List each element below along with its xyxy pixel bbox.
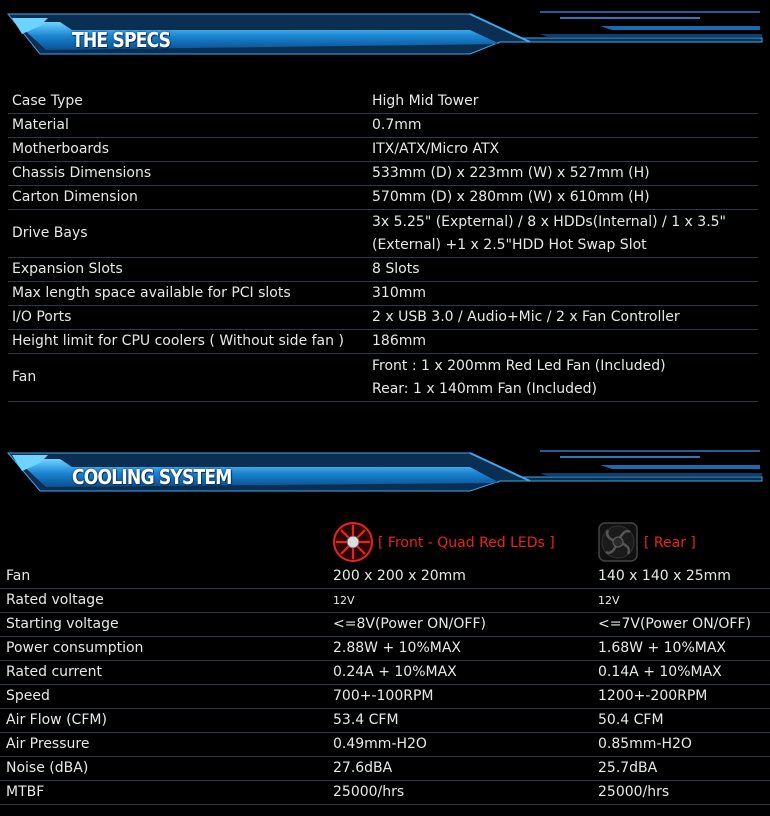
spec-value	[368, 186, 758, 210]
spec-value	[368, 258, 758, 282]
front-fan-value: 700+-100RPM	[327, 685, 592, 709]
spec-row	[8, 90, 758, 114]
cooling-row	[0, 565, 770, 589]
spec-row	[8, 354, 758, 402]
rear-fan-value: 1.68W + 10%MAX	[592, 637, 770, 661]
spec-row	[8, 258, 758, 282]
cooling-title: COOLING SYSTEM	[72, 465, 232, 489]
front-fan-label: [ Front - Quad Red LEDs ]	[378, 535, 555, 551]
spec-value-line: Front : 1 x 200mm Red Led Fan (Included)	[372, 357, 666, 374]
spec-label: Drive Bays	[8, 210, 368, 258]
spec-value	[368, 330, 758, 354]
spec-value	[368, 306, 758, 330]
specs-table	[8, 90, 758, 402]
front-fan-value: 53.4 CFM	[327, 709, 592, 733]
spec-value-line: 186mm	[372, 333, 426, 349]
cooling-label: Noise (dBA)	[0, 757, 327, 781]
cooling-row	[0, 613, 770, 637]
spec-value-line: 310mm	[372, 285, 426, 301]
spec-value-line: 3x 5.25" (Expternal) / 8 x HDDs(Internal) / 1 x 3.5"	[372, 213, 726, 230]
front-fan-value: 200 x 200 x 20mm	[327, 565, 592, 589]
spec-value	[368, 90, 758, 114]
spec-value-line: 570mm (D) x 280mm (W) x 610mm (H)	[372, 189, 650, 205]
spec-row	[8, 138, 758, 162]
spec-row	[8, 306, 758, 330]
spec-value	[368, 162, 758, 186]
spec-value-line: 2 x USB 3.0 / Audio+Mic / 2 x Fan Controller	[372, 309, 680, 325]
spec-row	[8, 162, 758, 186]
rear-fan-value: 25.7dBA	[592, 757, 770, 781]
rear-fan-value: 25000/hrs	[592, 781, 770, 805]
cooling-table	[0, 565, 770, 805]
cooling-label: Rated voltage	[0, 589, 327, 613]
rear-fan-value: 140 x 140 x 25mm	[592, 565, 770, 589]
front-fan-value: 27.6dBA	[327, 757, 592, 781]
cooling-row	[0, 781, 770, 805]
cooling-label: Air Pressure	[0, 733, 327, 757]
red-led-fan-icon	[333, 522, 373, 562]
spec-label: Case Type	[8, 90, 368, 114]
spec-value-line: 0.7mm	[372, 117, 422, 133]
spec-value	[368, 282, 758, 306]
front-fan-value: 2.88W + 10%MAX	[327, 637, 592, 661]
cooling-label: Speed	[0, 685, 327, 709]
cooling-column-headers	[0, 522, 770, 566]
spec-row	[8, 186, 758, 210]
spec-value-line: 8 Slots	[372, 261, 420, 277]
front-fan-value: <=8V(Power ON/OFF)	[327, 613, 592, 637]
spec-label: Height limit for CPU coolers ( Without side fan )	[8, 330, 368, 354]
cooling-label: Power consumption	[0, 637, 327, 661]
spec-value-line: High Mid Tower	[372, 93, 479, 109]
spec-value-line: 533mm (D) x 223mm (W) x 527mm (H)	[372, 165, 650, 181]
spec-value	[368, 114, 758, 138]
spec-row	[8, 114, 758, 138]
black-fan-icon	[598, 522, 638, 562]
cooling-label: MTBF	[0, 781, 327, 805]
cooling-row	[0, 661, 770, 685]
cooling-label: Air Flow (CFM)	[0, 709, 327, 733]
spec-value-line: (External) +1 x 2.5"HDD Hot Swap Slot	[372, 236, 647, 253]
cooling-row	[0, 637, 770, 661]
rear-fan-value: 0.85mm-H2O	[592, 733, 770, 757]
rear-fan-value: 12V	[592, 589, 770, 613]
spec-value	[368, 138, 758, 162]
spec-label: Expansion Slots	[8, 258, 368, 282]
rear-fan-value: <=7V(Power ON/OFF)	[592, 613, 770, 637]
spec-label: Max length space available for PCI slots	[8, 282, 368, 306]
cooling-section-banner	[0, 441, 770, 497]
cooling-row	[0, 757, 770, 781]
cooling-row	[0, 589, 770, 613]
front-fan-value: 0.24A + 10%MAX	[327, 661, 592, 685]
spec-label: Fan	[8, 354, 368, 402]
spec-value-line: ITX/ATX/Micro ATX	[372, 141, 500, 157]
spec-value	[368, 210, 758, 258]
rear-fan-value: 50.4 CFM	[592, 709, 770, 733]
cooling-label: Fan	[0, 565, 327, 589]
cooling-row	[0, 733, 770, 757]
spec-label: Chassis Dimensions	[8, 162, 368, 186]
spec-value	[368, 354, 758, 402]
cooling-row	[0, 685, 770, 709]
front-fan-value: 12V	[327, 589, 592, 613]
front-fan-value: 25000/hrs	[327, 781, 592, 805]
spec-label: I/O Ports	[8, 306, 368, 330]
spec-row	[8, 330, 758, 354]
rear-fan-value: 1200+-200RPM	[592, 685, 770, 709]
spec-value-line: Rear: 1 x 140mm Fan (Included)	[372, 380, 597, 397]
specs-section-banner	[0, 4, 770, 60]
front-fan-value: 0.49mm-H2O	[327, 733, 592, 757]
specs-title: THE SPECS	[72, 28, 171, 52]
spec-row	[8, 210, 758, 258]
spec-label: Carton Dimension	[8, 186, 368, 210]
spec-label: Material	[8, 114, 368, 138]
cooling-label: Starting voltage	[0, 613, 327, 637]
rear-fan-value: 0.14A + 10%MAX	[592, 661, 770, 685]
cooling-label: Rated current	[0, 661, 327, 685]
spec-label: Motherboards	[8, 138, 368, 162]
cooling-row	[0, 709, 770, 733]
rear-fan-label: [ Rear ]	[644, 535, 696, 551]
spec-row	[8, 282, 758, 306]
